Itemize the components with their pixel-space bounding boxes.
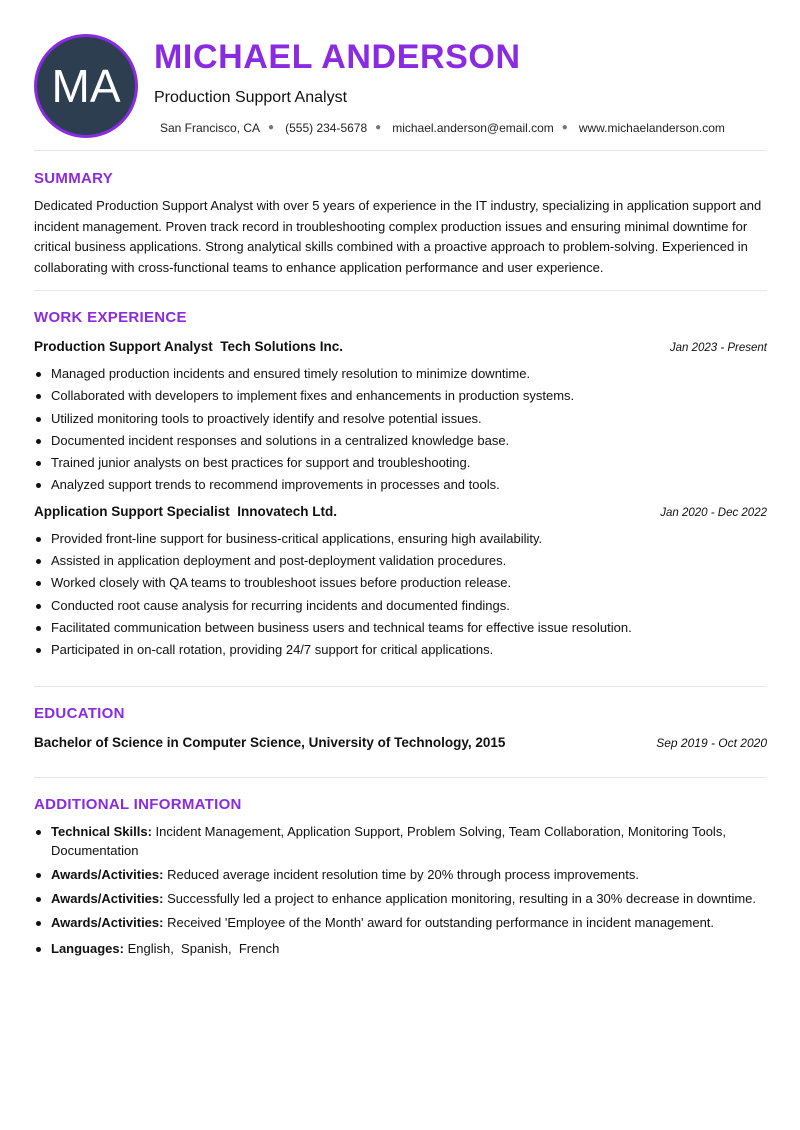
additional-item (34, 913, 767, 932)
education-entry (34, 734, 767, 752)
divider (34, 777, 767, 778)
job-header (34, 338, 767, 357)
job-bullets (34, 363, 767, 497)
bullet-item: Worked closely with QA teams to troubleshoot issues before production release. (34, 572, 767, 594)
summary-text: Dedicated Production Support Analyst with over 5 years of experience in the IT industry, specializing in application support and incident management. Proven track record in troubleshooting complex production issues and ensuring minimal downtime for critical business applications. Strong analytical skills combined with a proactive approach to problem-solving. Experienced in collaborating with cross-functional teams to enhance application performance and user experience. (34, 198, 762, 275)
section-title-additional: ADDITIONAL INFORMATION (34, 796, 242, 813)
item-label: Technical Skills: (51, 824, 152, 839)
resume-page (34, 0, 767, 956)
bullet-item: Trained junior analysts on best practices for support and troubleshooting. (34, 452, 767, 474)
contact-bar (160, 120, 725, 136)
bullet-item: Documented incident responses and solutions in a centralized knowledge base. (34, 430, 767, 452)
avatar-initials: MA (51, 60, 121, 112)
job-title-company: Application Support Specialist Innovatech Ltd. (34, 503, 338, 519)
item-text: English, Spanish, French (123, 941, 280, 956)
degree: Bachelor of Science in Computer Science, University of Technology, 2015 (34, 735, 506, 750)
divider (34, 686, 767, 687)
summary-section (34, 170, 767, 278)
education-dates: Sep 2019 - Oct 2020 (656, 736, 767, 750)
separator-dot-icon: ● (561, 122, 568, 133)
additional-section (34, 796, 767, 963)
additional-item (34, 865, 767, 884)
bullet-item: Utilized monitoring tools to proactively identify and resolve potential issues. (34, 408, 767, 430)
section-title-education: EDUCATION (34, 705, 125, 722)
job-bullets (34, 528, 767, 662)
candidate-name: MICHAEL ANDERSON (154, 38, 521, 76)
additional-item (34, 822, 767, 860)
resume-header (34, 0, 767, 150)
item-label: Awards/Activities: (51, 891, 164, 906)
bullet-item: Managed production incidents and ensured timely resolution to minimize downtime. (34, 363, 767, 385)
experience-section (34, 309, 767, 662)
contact-email[interactable]: michael.anderson@email.com (392, 121, 554, 135)
section-title-summary: SUMMARY (34, 170, 114, 187)
bullet-item: Provided front-line support for business-critical applications, ensuring high availability. (34, 528, 767, 550)
divider (34, 290, 767, 291)
item-text: Received 'Employee of the Month' award for outstanding performance in incident management. (163, 915, 715, 930)
separator-dot-icon: ● (268, 122, 275, 133)
contact-phone[interactable]: (555) 234-5678 (285, 121, 368, 135)
item-label: Awards/Activities: (51, 915, 164, 930)
contact-website[interactable]: www.michaelanderson.com (578, 121, 725, 135)
bullet-item: Facilitated communication between business users and technical teams for effective issue resolution. (34, 617, 767, 639)
bullet-item: Assisted in application deployment and post-deployment validation procedures. (34, 550, 767, 572)
bullet-item: Conducted root cause analysis for recurring incidents and documented findings. (34, 595, 767, 617)
education-section (34, 705, 767, 752)
avatar (34, 34, 138, 138)
additional-item (34, 889, 767, 908)
bullet-item: Collaborated with developers to implement fixes and enhancements in production systems. (34, 385, 767, 407)
candidate-role: Production Support Analyst (154, 89, 348, 106)
job-title-company: Production Support Analyst Tech Solutions Inc. (34, 339, 344, 354)
item-text: Successfully led a project to enhance application monitoring, resulting in a 30% decrease in downtime. (163, 891, 757, 906)
item-label: Languages: (51, 941, 124, 956)
job-dates: Jan 2023 - Present (669, 342, 767, 354)
job-dates: Jan 2020 - Dec 2022 (660, 506, 767, 519)
divider (34, 150, 767, 151)
item-text: Incident Management, Application Support, Problem Solving, Team Collaboration, Monitoring Tools, Documentation (51, 824, 726, 858)
bullet-item: Analyzed support trends to recommend improvements in processes and tools. (34, 474, 767, 496)
job-header (34, 503, 767, 522)
additional-item (34, 939, 767, 958)
job-entry (34, 503, 767, 662)
contact-location: San Francisco, CA (160, 121, 261, 135)
item-label: Awards/Activities: (51, 867, 164, 882)
job-entry (34, 338, 767, 497)
item-text: Reduced average incident resolution time by 20% through process improvements. (163, 867, 639, 882)
separator-dot-icon: ● (375, 122, 382, 133)
additional-list (34, 822, 767, 958)
bullet-item: Participated in on-call rotation, providing 24/7 support for critical applications. (34, 639, 767, 661)
section-title-experience: WORK EXPERIENCE (34, 309, 187, 326)
